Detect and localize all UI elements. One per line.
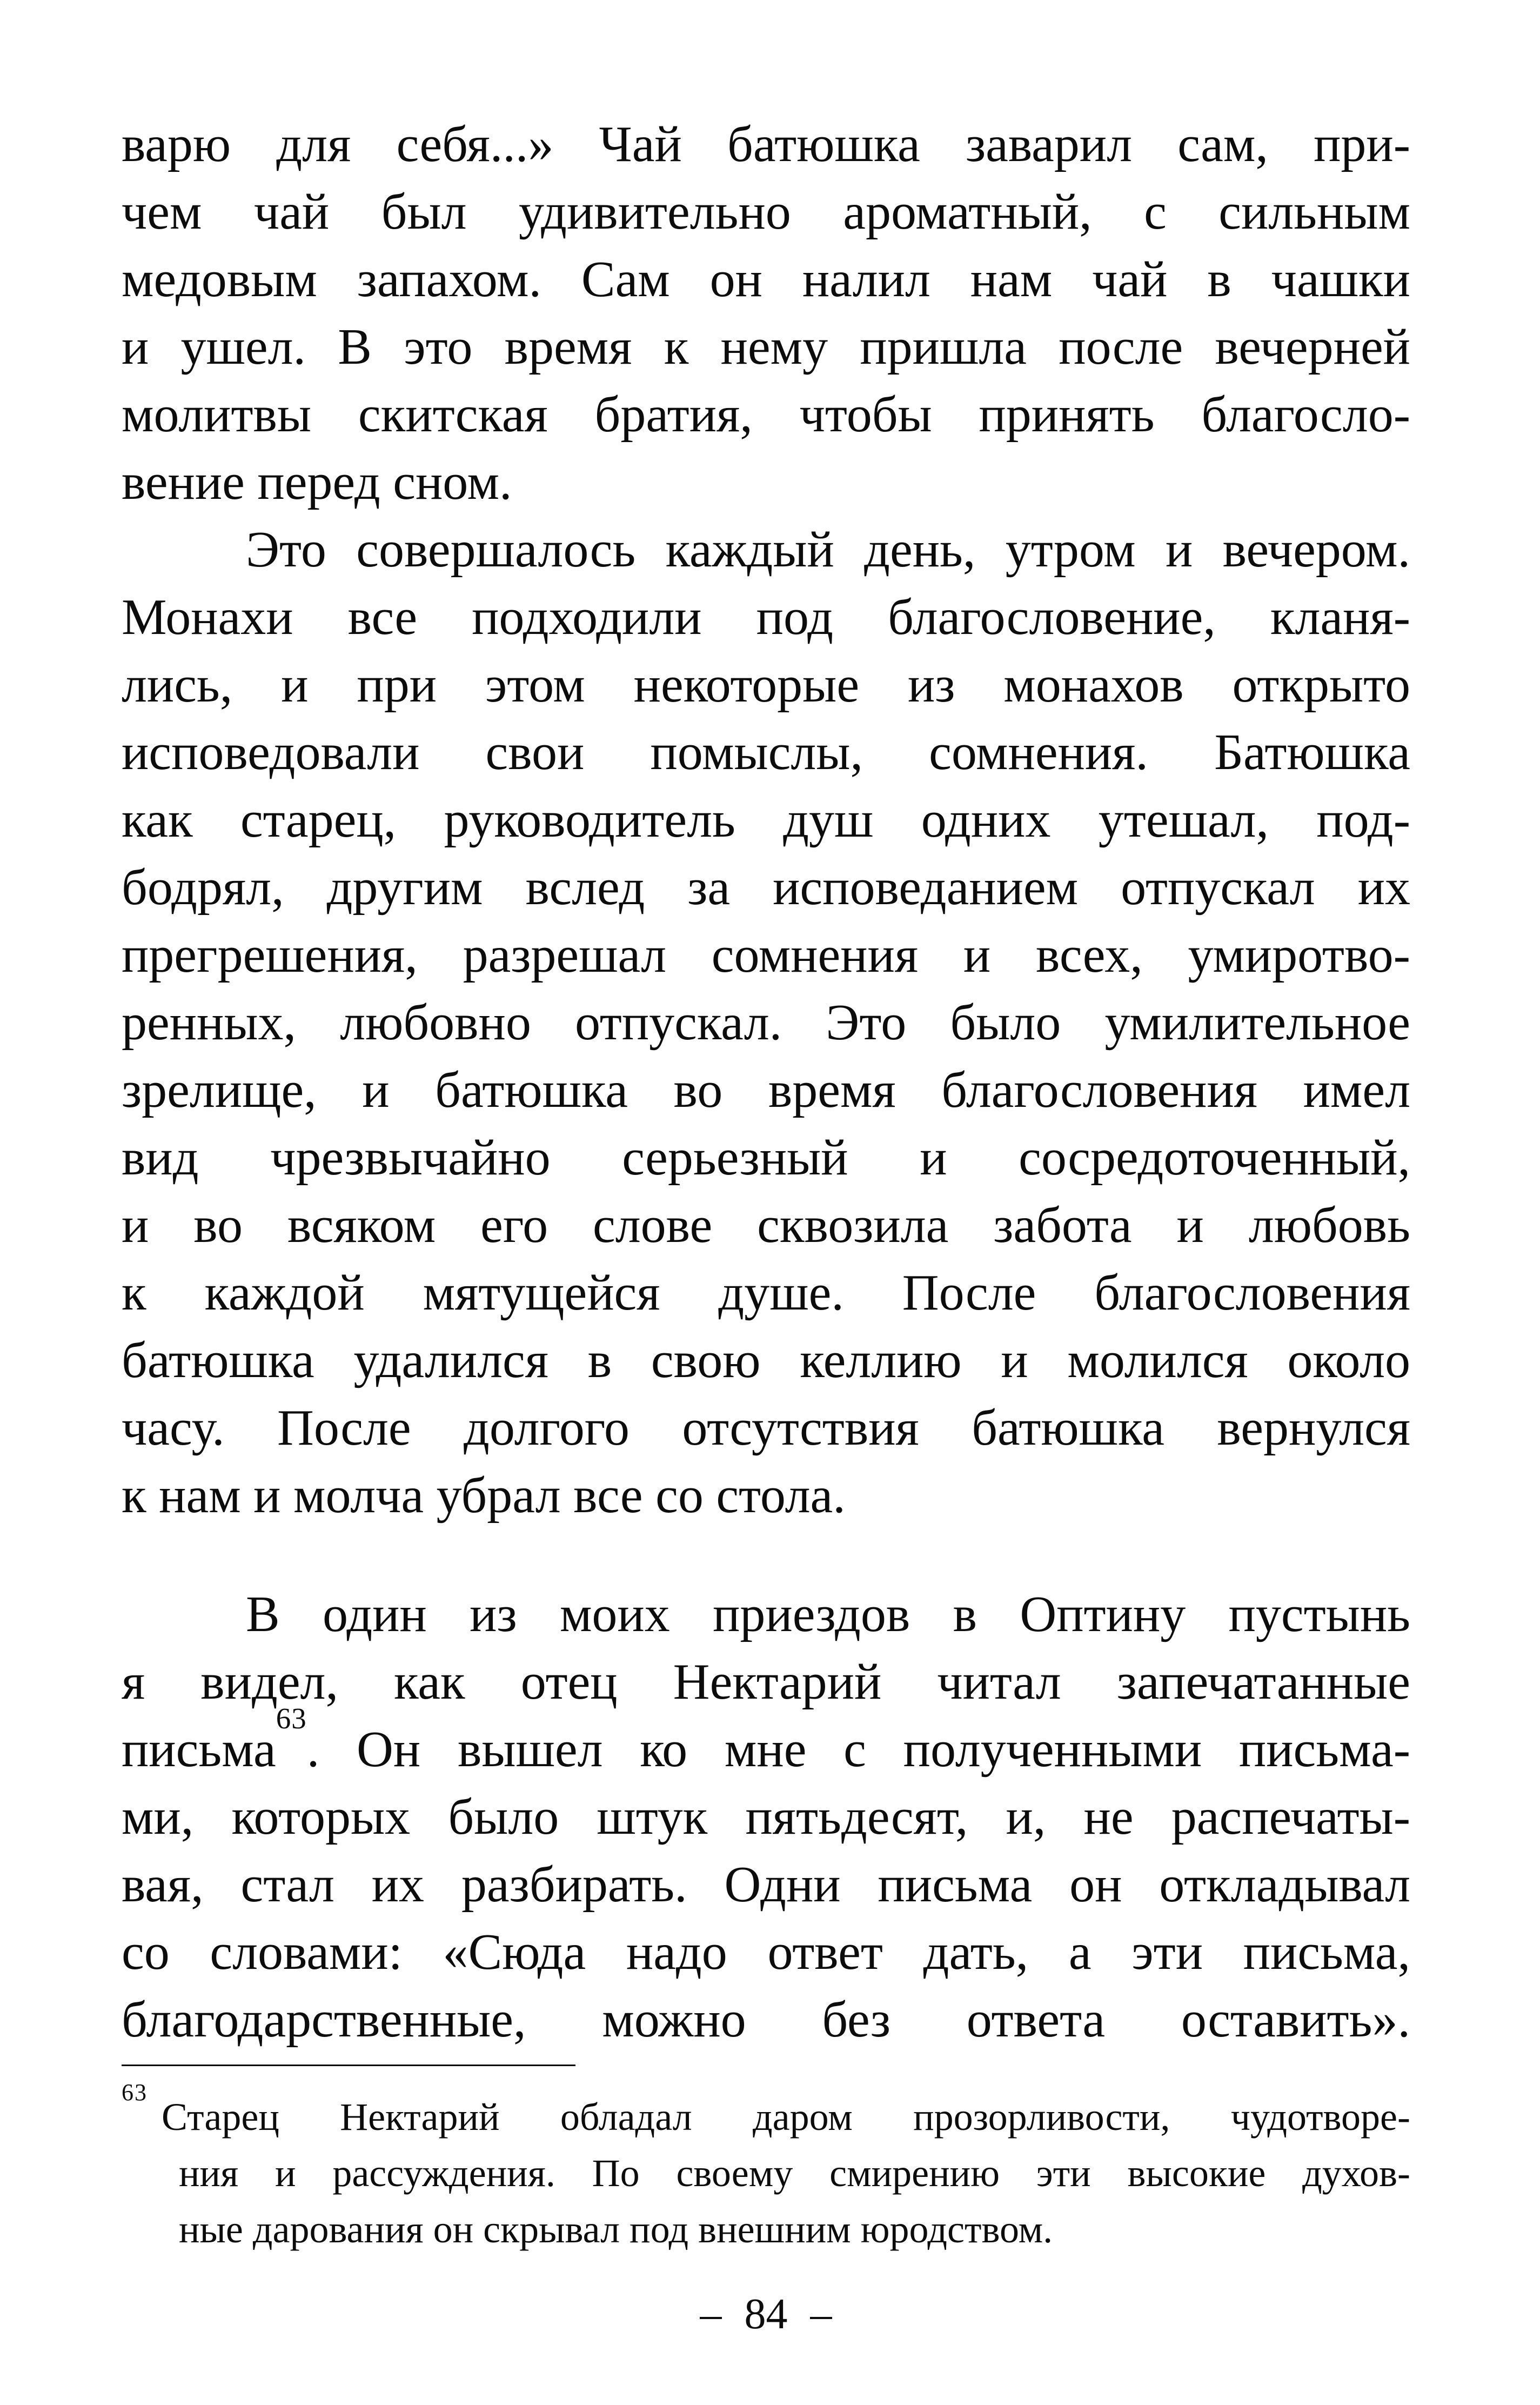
text-line: Это совершалось каждый день, утром и вечером.: [246, 522, 1410, 578]
text-line: со словами: «Сюда надо ответ дать, а эти письма,: [122, 1924, 1410, 1980]
text-segment: . Он вышел ко мне с полученными письма-: [306, 1721, 1410, 1778]
text-line: бодрял, другим вслед за исповеданием отпускал их: [122, 859, 1410, 916]
text-line: медовым запахом. Сам он налил нам чай в чашки: [122, 251, 1410, 308]
text-line: батюшка удалился в свою келлию и молился около: [122, 1332, 1410, 1388]
text-line: к каждой мятущейся душе. После благословения: [122, 1265, 1410, 1321]
text-line: вение перед сном.: [122, 454, 512, 510]
text-line: чем чай был удивительно ароматный, с сильным: [122, 184, 1410, 240]
footnote-reference-63: 63: [276, 1701, 307, 1735]
text-line: варю для себя...» Чай батюшка заварил сам, при-: [122, 116, 1410, 172]
text-line: благодарственные, можно без ответа оставить».: [122, 1992, 1410, 2048]
paragraph-1: [122, 111, 1410, 516]
text-line: как старец, руководитель душ одних утешал, под-: [122, 792, 1410, 848]
paragraph-2: [122, 516, 1410, 1529]
text-line: я видел, как отец Нектарий читал запечатанные: [122, 1654, 1410, 1710]
text-line: вая, стал их разбирать. Одни письма он откладывал: [122, 1856, 1410, 1913]
footnote-line: ные дарования он скрывал под внешним юродством.: [179, 2208, 1053, 2251]
text-line: лись, и при этом некоторые из монахов открыто: [122, 657, 1410, 713]
footnote-area: [122, 2065, 1410, 2257]
footnote-line: ния и рассуждения. По своему смирению эти высокие духов-: [179, 2152, 1410, 2195]
text-line: Монахи все подходили под благословение, кланя-: [122, 589, 1410, 645]
text-line: зрелище, и батюшка во время благословения имел: [122, 1062, 1410, 1118]
footnote-line: [122, 2079, 1410, 2145]
text-line: В один из моих приездов в Оптину пустынь: [246, 1586, 1410, 1642]
text-line: исповедовали свои помыслы, сомнения. Батюшка: [122, 724, 1410, 780]
footnote-separator-rule: [122, 2065, 575, 2066]
text-line: к нам и молча убрал все со стола.: [122, 1467, 846, 1524]
text-segment: письма: [122, 1721, 276, 1778]
page-number: – 84 –: [700, 2290, 832, 2338]
text-line: и ушел. В это время к нему пришла после вечерней: [122, 319, 1410, 375]
text-line: прегрешения, разрешал сомнения и всех, умиротво-: [122, 927, 1410, 983]
text-line: и во всяком его слове сквозила забота и любовь: [122, 1197, 1410, 1253]
text-line: ми, которых было штук пятьдесят, и, не распечаты-: [122, 1789, 1410, 1845]
text-line: часу. После долгого отсутствия батюшка вернулся: [122, 1400, 1410, 1456]
text-line: молитвы скитская братия, чтобы принять благосло-: [122, 386, 1410, 443]
footnote-text: Старец Нектарий обладал даром прозорливости, чудотворе-: [162, 2095, 1410, 2139]
text-line: вид чрезвычайно серьезный и сосредоточенный,: [122, 1130, 1410, 1186]
text-line: ренных, любовно отпускал. Это было умилительное: [122, 994, 1410, 1051]
footnote-63: [122, 2079, 1410, 2257]
footnote-marker: 63: [122, 2079, 148, 2106]
paragraph-3: [122, 1581, 1410, 2054]
text-line: [122, 1701, 1410, 1783]
